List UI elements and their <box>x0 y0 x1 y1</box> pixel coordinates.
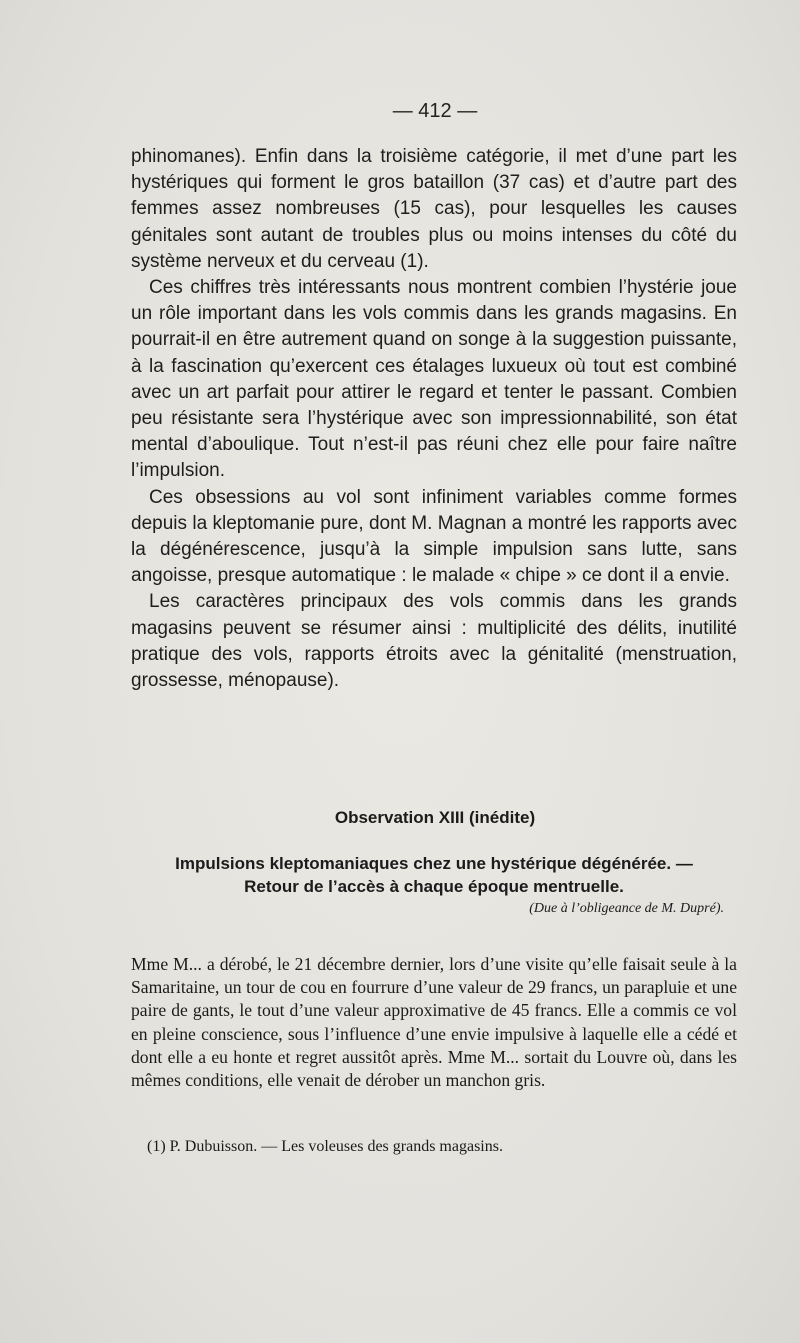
observation-subtitle <box>131 852 737 898</box>
observation-title: Observation XIII (inédite) <box>334 808 536 827</box>
paragraph-4: Les caractères principaux des vols commis dans les grands magasins peuvent se résumer ainsi : multiplicité des délits, inutilité pratique des vols, rapports étroits avec la génitalité (menstruation, grossesse, ménopause). <box>131 591 737 692</box>
case-report <box>131 953 737 1092</box>
page-number: — 412 — <box>392 100 478 122</box>
main-text <box>131 144 737 694</box>
footnote: (1) P. Dubuisson. — Les voleuses des grands magasins. <box>147 1138 503 1155</box>
subtitle-line-2: Retour de l’accès à chaque époque mentruelle. <box>244 877 624 896</box>
paragraph-2: Ces chiffres très intéressants nous montrent combien l’hystérie joue un rôle important dans les vols commis dans les grands magasins. En pourrait-il en être autrement quand on songe à la suggestion puissante, à la fascination qu’exercent ces étalages luxueux où tout est combiné avec un art parfait pour attirer le regard et tenter le passant. Combien peu résistante sera l’hystérique avec son impressionnabilité, son état mental d’aboulique. Tout n’est-il pas réuni chez elle pour faire naître l’impulsion. <box>131 277 737 482</box>
credit-line: (Due à l’obligeance de M. Dupré). <box>529 901 724 916</box>
paragraph-3: Ces obsessions au vol sont infiniment variables comme formes depuis la kleptomanie pure, dont M. Magnan a montré les rapports avec la dégénérescence, jusqu’à la simple impulsion sans lutte, sans angoisse, presque automatique : le malade « chipe » ce dont il a envie. <box>131 486 737 587</box>
subtitle-line-1: Impulsions kleptomaniaques chez une hystérique dégénérée. — <box>175 854 693 873</box>
case-paragraph: Mme M... a dérobé, le 21 décembre dernier, lors d’une visite qu’elle faisait seule à la Samaritaine, un tour de cou en fourrure d’une valeur de 29 francs, un parapluie et une paire de gants, le tout d’une valeur approximative de 45 francs. Elle a commis ce vol en pleine conscience, sous l’influence d’une envie impulsive à laquelle elle a cédé et dont elle a eu honte et regret aussitôt après. Mme M... sortait du Louvre où, dans les mêmes conditions, elle venait de dérober un manchon gris. <box>131 954 737 1091</box>
paragraph-1: phinomanes). Enfin dans la troisième catégorie, il met d’une part les hystériques qui forment le gros bataillon (37 cas) et d’autre part des femmes assez nombreuses (15 cas), pour lesquelles les causes génitales sont autant de troubles plus ou moins intenses du côté du système nerveux et du cerveau (1). <box>131 146 737 272</box>
